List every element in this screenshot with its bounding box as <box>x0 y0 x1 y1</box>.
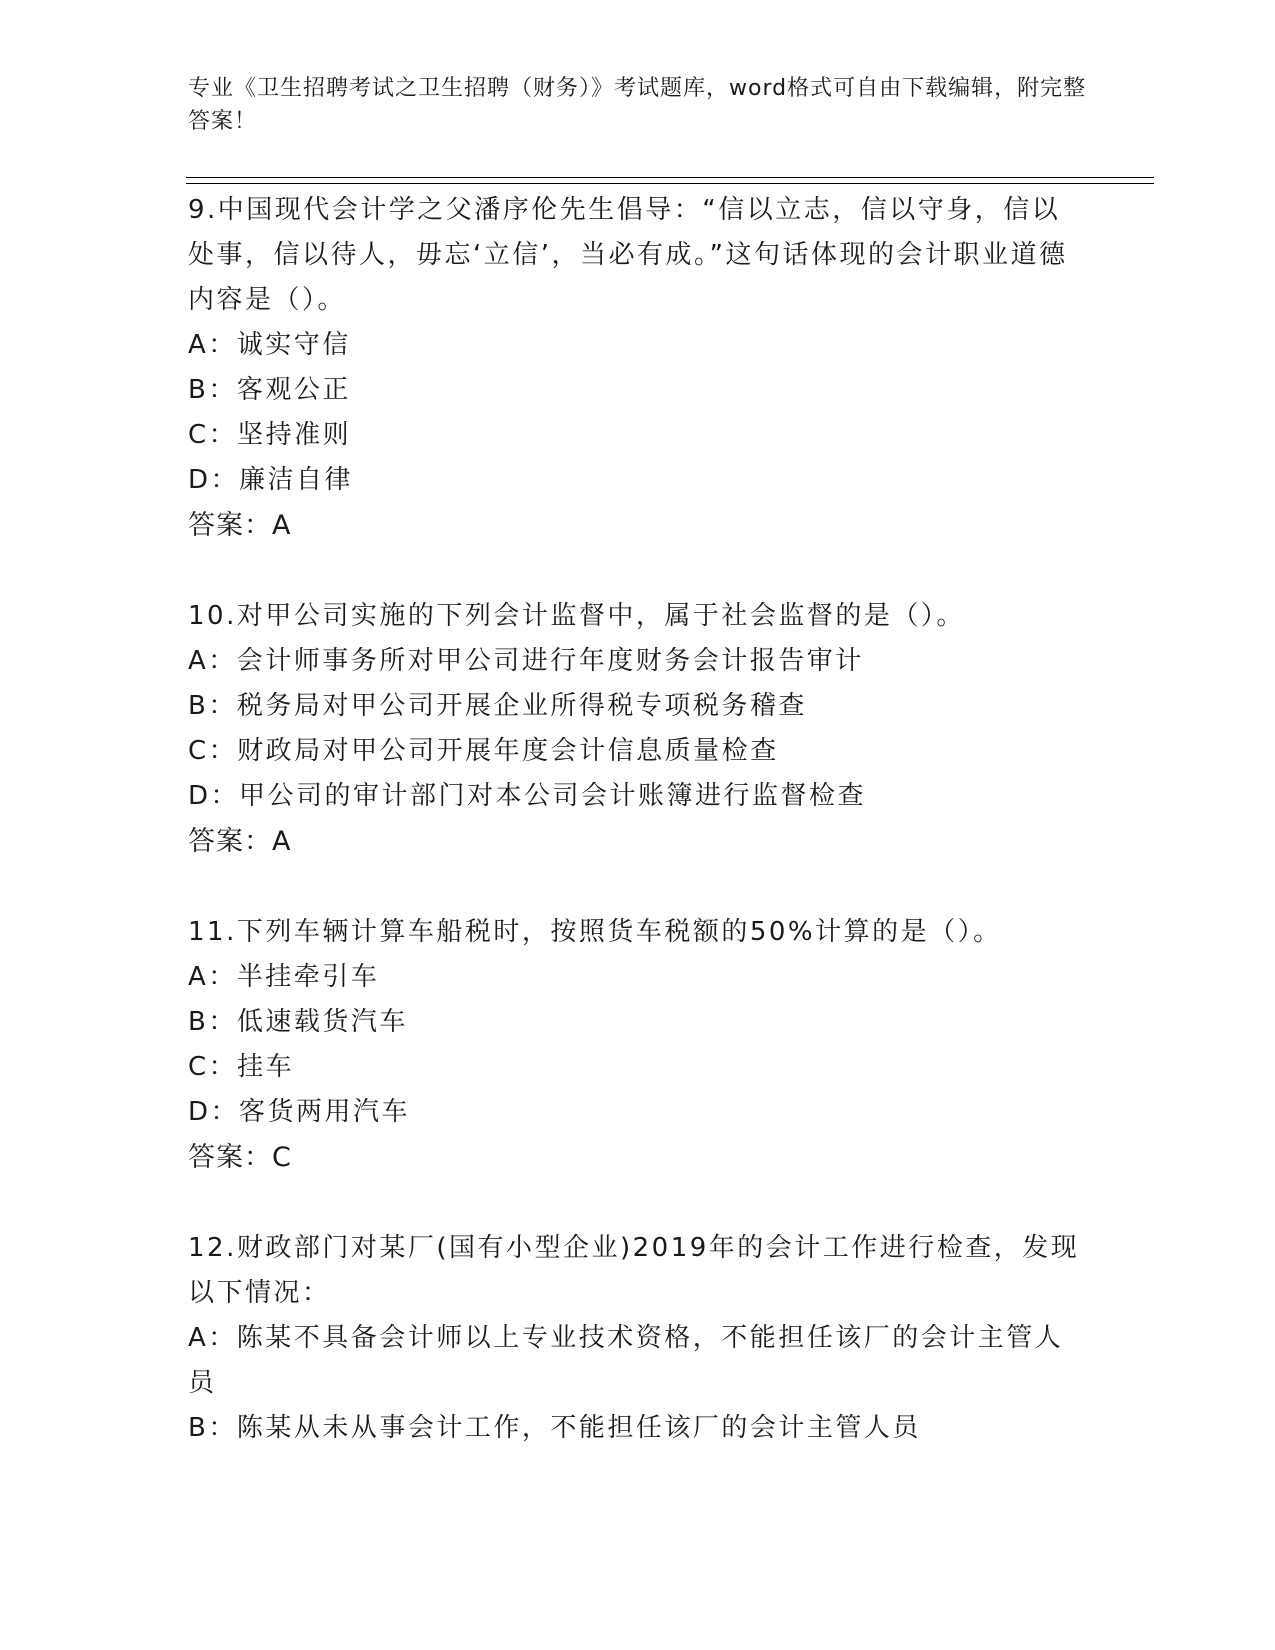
option-d: D：客货两用汽车 <box>188 1097 411 1127</box>
option-c: C：财政局对甲公司开展年度会计信息质量检查 <box>188 736 779 766</box>
question-list <box>188 188 1088 1451</box>
answer: 答案：C <box>188 1142 292 1173</box>
document-header: 专业《卫生招聘考试之卫生招聘（财务）》考试题库，word格式可自由下载编辑，附完整答案！ <box>188 76 1087 134</box>
question-10 <box>188 594 1088 865</box>
question-stem: 12.财政部门对某厂(国有小型企业)2019年的会计工作进行检查，发现以下情况： <box>188 1233 1080 1308</box>
option-a: A：半挂牵引车 <box>188 962 380 992</box>
option-a: A：会计师事务所对甲公司进行年度财务会计报告审计 <box>188 646 864 676</box>
question-stem: 11.下列车辆计算车船税时，按照货车税额的50%计算的是（）。 <box>188 917 1002 947</box>
option-b: B：低速载货汽车 <box>188 1007 408 1037</box>
header-divider <box>186 177 1154 184</box>
question-stem: 9.中国现代会计学之父潘序伦先生倡导：“信以立志，信以守身，信以处事，信以待人，毋忘‘立信’，当必有成。”这句话体现的会计职业道德内容是（）。 <box>188 195 1068 315</box>
option-a: A：陈某不具备会计师以上专业技术资格，不能担任该厂的会计主管人员 <box>188 1323 1064 1398</box>
question-stem: 10.对甲公司实施的下列会计监督中，属于社会监督的是（）。 <box>188 601 965 631</box>
question-12 <box>188 1226 1088 1451</box>
option-d: D：廉洁自律 <box>188 465 354 495</box>
spacer <box>188 549 1088 594</box>
spacer <box>188 1181 1088 1226</box>
option-a: A：诚实守信 <box>188 330 351 360</box>
question-11 <box>188 910 1088 1181</box>
question-9 <box>188 188 1088 549</box>
option-d: D：甲公司的审计部门对本公司会计账簿进行监督检查 <box>188 781 867 811</box>
answer: 答案：A <box>188 510 292 541</box>
option-b: B：陈某从未从事会计工作，不能担任该厂的会计主管人员 <box>188 1413 921 1443</box>
answer: 答案：A <box>188 826 292 857</box>
option-b: B：客观公正 <box>188 375 351 405</box>
spacer <box>188 865 1088 910</box>
option-c: C：挂车 <box>188 1052 295 1082</box>
option-b: B：税务局对甲公司开展企业所得税专项税务稽查 <box>188 691 807 721</box>
option-c: C：坚持准则 <box>188 420 352 450</box>
